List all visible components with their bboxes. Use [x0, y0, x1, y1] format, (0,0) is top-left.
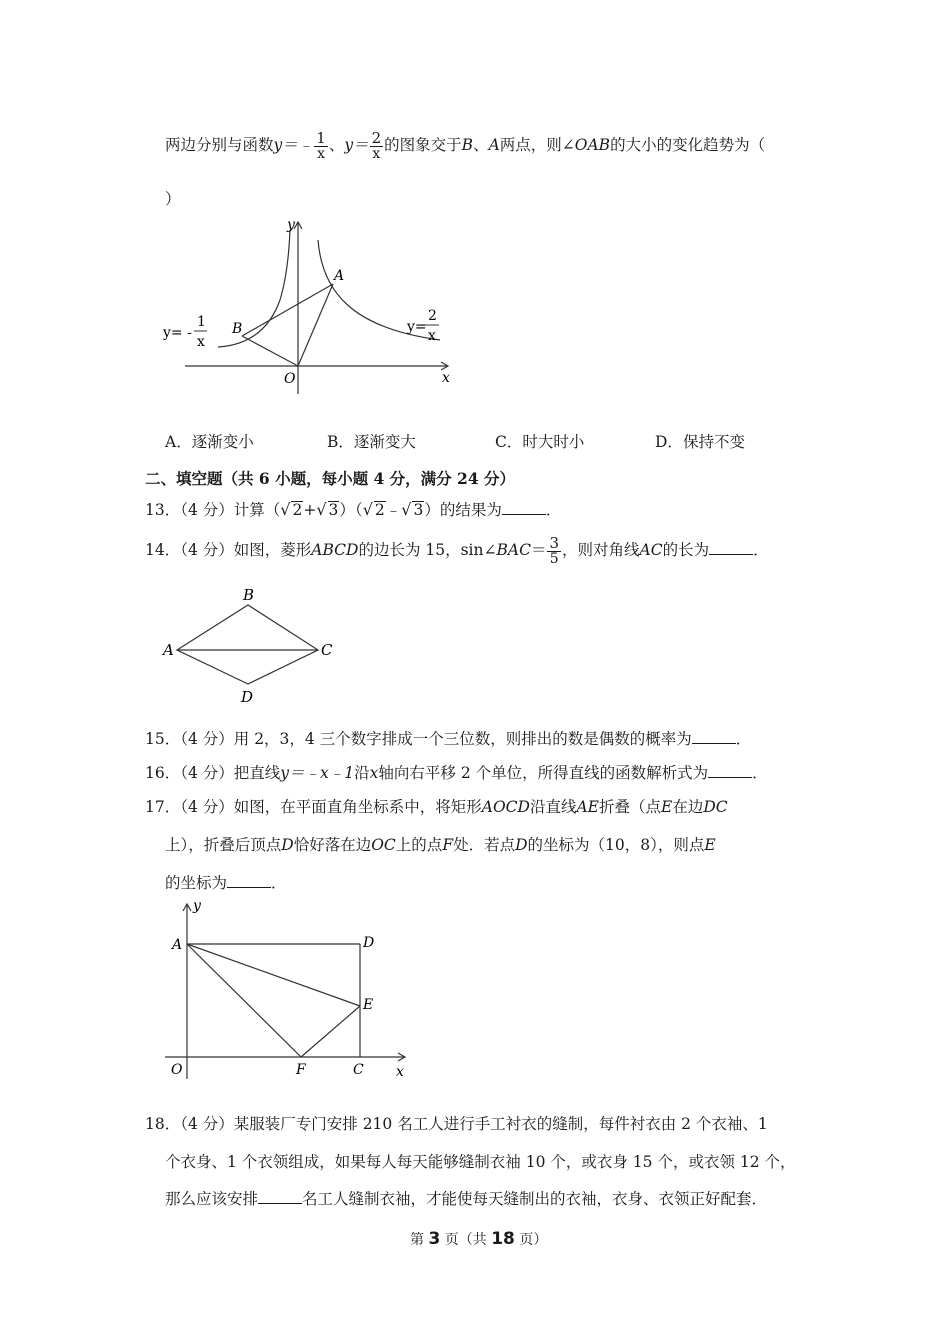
q12-opt-c-text: 时大时小: [522, 433, 585, 451]
q12-seg-OA: [298, 284, 333, 366]
q17-label-y: y: [193, 898, 201, 914]
q14-label-d: D: [241, 688, 254, 706]
q17-pt-d2: D: [515, 836, 528, 854]
q12-frac2-den: x: [372, 146, 381, 162]
q13-r1: 2: [292, 501, 303, 519]
q12-frac1-num: 1: [316, 129, 326, 147]
q13: [145, 498, 561, 520]
q14-angle: BAC: [496, 541, 531, 559]
q12-curve-right-num: 2: [428, 308, 437, 324]
q12-seg-OB: [242, 336, 298, 366]
q18-line1: 18．（4 分）某服装厂专门安排 210 名工人进行手工衬衣的缝制，每件衬衣由 2 个衣袖、1: [145, 1115, 768, 1133]
q15-answer-blank[interactable]: [692, 729, 736, 744]
q12-label-o: O: [284, 371, 296, 387]
q17-l2a: 上），折叠后顶点: [165, 836, 282, 854]
q12-opt-b-text: 逐渐变大: [353, 433, 416, 451]
q17-figure: [160, 896, 420, 1086]
q17-label-e: E: [363, 997, 374, 1013]
q18-answer-blank[interactable]: [258, 1189, 302, 1204]
q12-label-a: A: [334, 268, 345, 284]
q12-curve-left-label: y= -: [163, 325, 192, 341]
q12-angle: OAB: [574, 136, 611, 154]
q17-seg-fe: [301, 1006, 360, 1057]
q13-r4: 3: [413, 501, 424, 519]
q17-seg-af: [187, 944, 301, 1057]
q12-curve-right-label: y=: [407, 319, 427, 335]
q13-plus: +: [303, 501, 317, 519]
q12-frac2-num: 2: [371, 129, 382, 147]
q12-pt-b: B: [461, 136, 474, 154]
page-footer: [410, 1229, 547, 1249]
q12-frac1: [314, 131, 328, 161]
footer-c: 页）: [519, 1232, 548, 1248]
q17-rect: AOCD: [481, 798, 530, 816]
q14-shape: ABCD: [311, 541, 359, 559]
q13-period: ．: [545, 501, 562, 519]
q13-radical-4: √: [401, 500, 412, 519]
q17-line3: [165, 871, 287, 893]
q13-radical-3: √: [362, 500, 373, 519]
q14-t2: ，则对角线: [562, 541, 640, 559]
q17-l1c: 折叠（点: [599, 798, 662, 816]
q13-num: 13．（4 分）计算（: [145, 501, 281, 519]
q18-l3b: 名工人缝制衣袖，才能使每天缝制出的衣袖，衣身、衣领正好配套．: [302, 1190, 768, 1208]
q14-label-b: B: [243, 586, 255, 604]
q12-label-y: y: [287, 217, 295, 233]
footer-a: 第: [410, 1232, 424, 1248]
q17-period: ．: [271, 874, 287, 892]
q17-l1d: 在边: [672, 798, 704, 816]
q15: [145, 727, 751, 749]
q12-opt-d-letter: D．: [655, 433, 683, 451]
q12-option-b: [327, 430, 416, 452]
q12-opt-c-letter: C．: [495, 433, 523, 451]
q15-text: 15．（4 分）用 2，3，4 三个数字排成一个三位数，则排出的数是偶数的概率为: [145, 730, 692, 748]
q16-t1: 16．（4 分）把直线: [145, 764, 281, 782]
q12-opt-a-letter: A．: [165, 433, 192, 451]
q15-period: ．: [735, 730, 752, 748]
q12-opt-b-letter: B．: [327, 433, 354, 451]
q17-label-c: C: [353, 1062, 364, 1078]
q14: [145, 536, 769, 566]
q14-t1: 的边长为 15，sin∠: [358, 541, 497, 559]
q13-radical-2: √: [316, 500, 327, 519]
q12-text-d: 的大小的变化趋势为（: [610, 136, 766, 154]
q12-curve-right-den: x: [428, 328, 436, 344]
q13-answer-blank[interactable]: [502, 500, 546, 515]
footer-total-pages: 18: [491, 1229, 515, 1249]
q17-l2c: 上的点: [395, 836, 443, 854]
q13-end: ）的结果为: [424, 501, 502, 519]
q12-text-c: 两点，则∠: [499, 136, 575, 154]
q12-label-x: x: [442, 370, 450, 386]
q12-frac1-den: x: [317, 146, 325, 162]
q17-label-f: F: [296, 1062, 306, 1078]
q14-diag: AC: [639, 541, 663, 559]
q17-pt-f: F: [442, 836, 454, 854]
q16-answer-blank[interactable]: [708, 763, 752, 778]
q13-mid: ）（: [339, 501, 363, 519]
q12-option-c: [495, 430, 584, 452]
q17-pt-e: E: [661, 798, 673, 816]
q17-pt-d: D: [281, 836, 294, 854]
q12-y: y＝: [344, 136, 369, 154]
q17-edge2: OC: [371, 836, 396, 854]
q13-minus: ﹣: [385, 501, 402, 519]
q12-y-neg: y＝﹣: [273, 136, 314, 154]
q17-edge: DC: [703, 798, 728, 816]
q16-eq: y＝﹣x﹣1: [280, 764, 355, 782]
q12-line2: ）: [165, 190, 181, 208]
q16-axis: x: [369, 764, 379, 782]
q14-t3: 的长为: [662, 541, 710, 559]
q17-l1b: 沿直线: [529, 798, 577, 816]
q17-label-d: D: [363, 935, 375, 951]
q12-pt-a: A: [488, 136, 500, 154]
q12-line1: [165, 131, 765, 161]
q12-opt-a-text: 逐渐变小: [191, 433, 254, 451]
q14-num: 14．（4 分）如图，菱形: [145, 541, 312, 559]
q16: [145, 761, 768, 783]
q18-l3a: 那么应该安排: [165, 1190, 259, 1208]
q12-curve-left-den: x: [197, 334, 205, 350]
q13-r2: 3: [328, 501, 339, 519]
q12-curve-left-num: 1: [197, 314, 206, 330]
q12-seg-BA: [242, 284, 333, 336]
q14-frac-den: 5: [549, 551, 559, 567]
q14-label-a: A: [163, 641, 174, 659]
q12-comma: 、: [473, 136, 489, 154]
q17-line: AE: [576, 798, 599, 816]
footer-b: 页（共: [444, 1232, 487, 1248]
q16-period: ．: [752, 764, 768, 782]
q17-l3: 的坐标为: [165, 874, 228, 892]
q12-label-b: B: [232, 321, 243, 337]
q14-label-c: C: [321, 641, 333, 659]
q14-period: ．: [753, 541, 769, 559]
q14-eq: ＝: [530, 541, 547, 559]
q14-frac-num: 3: [549, 534, 559, 552]
q12-opt-d-text: 保持不变: [682, 433, 745, 451]
q12-option-a: [165, 430, 254, 452]
q18-line2: 个衣身、1 个衣领组成，如果每人每天能够缝制衣袖 10 个，或衣身 15 个，或衣领 12 个，: [165, 1153, 796, 1171]
q16-t3: 轴向右平移 2 个单位，所得直线的函数解析式为: [378, 764, 709, 782]
section2-title: 二、填空题（共 6 小题，每小题 4 分，满分 24 分）: [145, 469, 516, 488]
q12-text-b: 的图象交于: [384, 136, 462, 154]
q17-line1: [145, 795, 728, 817]
q17-l2e: 的坐标为（10，8），则点: [527, 836, 705, 854]
q12-option-d: [655, 430, 745, 452]
q17-l1a: 17．（4 分）如图，在平面直角坐标系中，将矩形: [145, 798, 482, 816]
q17-pt-e2: E: [704, 836, 716, 854]
footer-page-number: 3: [428, 1229, 441, 1249]
q17-seg-ae: [187, 944, 360, 1006]
q13-radical-1: √: [280, 500, 291, 519]
q14-answer-blank[interactable]: [709, 540, 753, 555]
q17-label-x: x: [396, 1064, 404, 1080]
q14-frac: [547, 536, 561, 566]
q17-label-o: O: [171, 1062, 183, 1078]
q17-l2b: 恰好落在边: [293, 836, 372, 854]
q17-label-a: A: [172, 937, 183, 953]
q17-line2: [165, 833, 716, 855]
q12-sep: 、: [328, 136, 345, 154]
q17-answer-blank[interactable]: [227, 873, 271, 888]
q17-l2d: 处．若点: [453, 836, 516, 854]
q12-figure: [150, 210, 470, 400]
q13-r3: 2: [374, 501, 385, 519]
q14-figure: [155, 582, 345, 707]
q12-frac2: [370, 131, 384, 161]
q16-t2: 沿: [354, 764, 370, 782]
q12-text-a: 两边分别与函数: [165, 136, 274, 154]
q18-line3: [165, 1187, 767, 1209]
q14-rhombus: [177, 605, 318, 684]
